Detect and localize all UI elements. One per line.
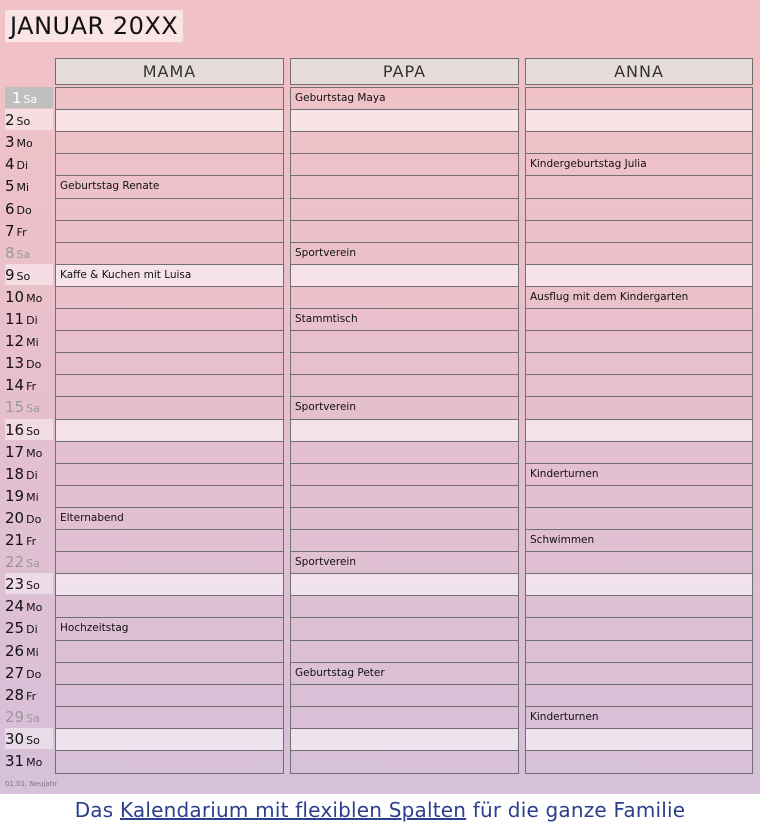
day-row xyxy=(0,175,760,197)
weekday-abbr: So xyxy=(26,579,40,593)
calendar-cell[interactable] xyxy=(55,595,284,618)
calendar-cell[interactable] xyxy=(290,595,519,618)
day-label xyxy=(5,551,53,572)
weekday-abbr: Fr xyxy=(26,380,37,394)
calendar-cell[interactable] xyxy=(55,640,284,663)
calendar-cell[interactable] xyxy=(290,374,519,397)
day-label xyxy=(5,109,53,130)
weekday-abbr: Fr xyxy=(26,535,37,548)
calendar-cell[interactable] xyxy=(290,286,519,309)
calendar-cell[interactable] xyxy=(525,198,753,221)
day-number: 2 xyxy=(5,111,15,130)
calendar-cell[interactable] xyxy=(525,684,753,707)
calendar-cell[interactable] xyxy=(525,220,753,243)
day-number: 31 xyxy=(5,752,25,770)
day-number: 17 xyxy=(5,442,25,461)
calendar-cell[interactable] xyxy=(525,242,753,265)
weekday-abbr: Do xyxy=(26,512,42,526)
day-row xyxy=(0,286,760,308)
day-row xyxy=(0,728,760,750)
weekday-abbr: Fr xyxy=(16,225,27,239)
day-number: 24 xyxy=(5,597,25,616)
day-row xyxy=(0,220,760,242)
weekday-abbr: Di xyxy=(26,314,38,327)
calendar-cell[interactable] xyxy=(55,264,284,287)
day-row xyxy=(0,264,760,286)
column-header-papa: PAPA xyxy=(290,58,519,85)
calendar-cell[interactable] xyxy=(525,109,753,132)
calendar-cell[interactable] xyxy=(55,706,284,729)
calendar-cell[interactable] xyxy=(525,595,753,618)
calendar-cell[interactable] xyxy=(525,286,753,309)
calendar-cell[interactable] xyxy=(290,175,519,198)
caption xyxy=(0,798,760,822)
calendar-cell[interactable] xyxy=(525,396,753,419)
weekday-abbr: Di xyxy=(16,159,29,173)
calendar-cell[interactable] xyxy=(525,419,753,442)
calendar-cell[interactable] xyxy=(290,750,519,773)
column-bottom-line xyxy=(55,773,284,774)
calendar-cell[interactable] xyxy=(290,684,519,707)
event-entry: Stammtisch xyxy=(295,313,358,325)
weekday-abbr: So xyxy=(26,733,40,747)
weekday-abbr: Mo xyxy=(26,756,43,769)
calendar-cell[interactable] xyxy=(525,374,753,397)
weekday-abbr: Mo xyxy=(26,601,43,615)
day-number: 20 xyxy=(5,508,25,527)
day-label xyxy=(5,396,53,417)
calendar-cell[interactable] xyxy=(55,87,284,110)
column-bottom-line xyxy=(290,773,519,774)
calendar-cell[interactable] xyxy=(290,131,519,154)
calendar-cell[interactable] xyxy=(290,706,519,729)
weekday-abbr: Do xyxy=(16,203,32,217)
day-row xyxy=(0,595,760,617)
weekday-abbr: Sa xyxy=(26,402,40,416)
day-number: 14 xyxy=(5,376,25,395)
holiday-note: 01.01. Neujahr xyxy=(5,780,58,788)
calendar-cell[interactable] xyxy=(55,529,284,552)
calendar-cell[interactable] xyxy=(290,396,519,419)
calendar-cell[interactable] xyxy=(55,728,284,751)
calendar-cell[interactable] xyxy=(525,617,753,640)
calendar-cell[interactable] xyxy=(55,419,284,442)
weekday-abbr: Mo xyxy=(26,446,43,460)
calendar-cell[interactable] xyxy=(55,308,284,331)
calendar-cell[interactable] xyxy=(525,330,753,353)
day-label xyxy=(5,419,53,440)
calendar-cell[interactable] xyxy=(525,573,753,596)
day-label xyxy=(5,374,53,395)
calendar-cell[interactable] xyxy=(525,551,753,574)
event-entry: Sportverein xyxy=(295,401,356,414)
day-label xyxy=(5,198,53,219)
day-number: 22 xyxy=(5,553,25,572)
weekday-abbr: Sa xyxy=(26,557,40,571)
day-row xyxy=(0,198,760,220)
weekday-abbr: Mi xyxy=(26,645,39,659)
calendar-cell[interactable] xyxy=(55,617,284,640)
day-number: 26 xyxy=(5,641,25,660)
day-label xyxy=(5,87,53,108)
calendar-cell[interactable] xyxy=(525,441,753,464)
day-label xyxy=(5,728,53,749)
day-label xyxy=(5,286,53,307)
calendar-cell[interactable] xyxy=(55,485,284,508)
day-label xyxy=(5,175,53,196)
calendar-cell[interactable] xyxy=(290,529,519,552)
day-label xyxy=(5,706,53,727)
calendar-cell[interactable] xyxy=(525,750,753,773)
column-header-mama: MAMA xyxy=(55,58,284,85)
calendar-cell[interactable] xyxy=(525,706,753,729)
day-label xyxy=(5,595,53,616)
caption-part: Das xyxy=(74,798,120,822)
event-entry: Kinderturnen xyxy=(530,467,599,480)
weekday-abbr: Di xyxy=(26,468,38,482)
calendar-cell[interactable] xyxy=(55,662,284,685)
calendar-cell[interactable] xyxy=(55,441,284,464)
day-number: 9 xyxy=(5,265,15,284)
day-number: 10 xyxy=(5,287,25,306)
day-label xyxy=(5,485,53,506)
calendar-cell[interactable] xyxy=(55,463,284,486)
day-number: 8 xyxy=(5,243,15,262)
day-number: 21 xyxy=(5,531,25,549)
calendar-cell[interactable] xyxy=(55,286,284,309)
weekday-abbr: Do xyxy=(26,358,42,372)
day-row xyxy=(0,640,760,662)
day-number: 11 xyxy=(5,310,25,328)
day-label xyxy=(5,220,53,241)
day-label xyxy=(5,463,53,484)
day-label xyxy=(5,640,53,661)
calendar-cell[interactable] xyxy=(55,684,284,707)
event-entry: Geburtstag Renate xyxy=(60,180,160,193)
day-row xyxy=(0,551,760,573)
day-row xyxy=(0,529,760,551)
calendar-cell[interactable] xyxy=(525,463,753,486)
event-entry: Kaffe & Kuchen mit Luisa xyxy=(60,268,192,281)
calendar-cell[interactable] xyxy=(290,551,519,574)
calendar-cell[interactable] xyxy=(55,109,284,132)
event-entry: Sportverein xyxy=(295,556,356,569)
calendar-cell[interactable] xyxy=(55,242,284,265)
day-row xyxy=(0,441,760,463)
day-row xyxy=(0,87,760,109)
day-row xyxy=(0,131,760,153)
weekday-abbr: Mi xyxy=(26,490,39,504)
day-label xyxy=(5,308,53,329)
day-row xyxy=(0,662,760,684)
caption-highlight: Kalendarium mit flexiblen Spalten xyxy=(119,798,467,822)
calendar-cell[interactable] xyxy=(525,507,753,530)
day-number: 29 xyxy=(5,707,25,726)
calendar-cell[interactable] xyxy=(525,529,753,552)
day-number: 19 xyxy=(5,486,25,505)
calendar-cell[interactable] xyxy=(55,131,284,154)
day-label xyxy=(5,617,53,638)
weekday-abbr: Do xyxy=(26,667,42,681)
month-title: JANUAR 20XX xyxy=(5,10,183,42)
calendar-cell[interactable] xyxy=(55,175,284,198)
calendar-cell[interactable] xyxy=(55,153,284,176)
day-row xyxy=(0,242,760,264)
calendar-cell[interactable] xyxy=(525,640,753,663)
day-label xyxy=(5,242,53,263)
weekday-abbr: Fr xyxy=(26,689,37,703)
calendar-cell[interactable] xyxy=(290,153,519,176)
day-row xyxy=(0,109,760,131)
calendar-cell[interactable] xyxy=(290,640,519,663)
calendar-cell[interactable] xyxy=(55,573,284,596)
day-label xyxy=(5,507,53,528)
day-row xyxy=(0,419,760,441)
column-bottom-line xyxy=(525,773,753,774)
event-entry: Schwimmen xyxy=(530,534,595,546)
calendar-cell[interactable] xyxy=(290,87,519,110)
calendar-cell[interactable] xyxy=(55,396,284,419)
day-row xyxy=(0,684,760,706)
calendar-cell[interactable] xyxy=(525,485,753,508)
day-label xyxy=(5,684,53,705)
calendar-cell[interactable] xyxy=(290,109,519,132)
calendar-cell[interactable] xyxy=(525,264,753,287)
day-row xyxy=(0,330,760,352)
day-label xyxy=(5,330,53,351)
event-entry: Geburtstag Maya xyxy=(295,92,386,104)
calendar-cell[interactable] xyxy=(525,728,753,751)
caption-part: für die ganze Familie xyxy=(466,798,686,822)
day-row xyxy=(0,617,760,639)
weekday-abbr: Mo xyxy=(26,291,43,305)
day-label xyxy=(5,441,53,462)
calendar-cell[interactable] xyxy=(525,175,753,198)
calendar-cell[interactable] xyxy=(290,264,519,287)
weekday-abbr: Mi xyxy=(16,181,30,195)
day-number: 1 xyxy=(12,89,22,107)
event-entry: Ausflug mit dem Kindergarten xyxy=(530,290,689,303)
day-row xyxy=(0,374,760,396)
day-number: 4 xyxy=(5,155,15,174)
day-label xyxy=(5,131,53,152)
day-row xyxy=(0,485,760,507)
calendar-cell[interactable] xyxy=(55,374,284,397)
day-number: 23 xyxy=(5,575,25,594)
calendar-cell[interactable] xyxy=(525,308,753,331)
calendar-cell[interactable] xyxy=(55,507,284,530)
calendar-cell[interactable] xyxy=(290,242,519,265)
weekday-abbr: Mi xyxy=(26,336,39,350)
calendar-cell[interactable] xyxy=(525,87,753,110)
calendar-cell[interactable] xyxy=(290,220,519,243)
day-number: 13 xyxy=(5,354,25,373)
day-label xyxy=(5,264,53,285)
day-number: 27 xyxy=(5,663,25,682)
day-row xyxy=(0,153,760,175)
calendar-cell[interactable] xyxy=(525,153,753,176)
calendar-cell[interactable] xyxy=(290,352,519,375)
calendar-cell[interactable] xyxy=(55,352,284,375)
day-label xyxy=(5,573,53,594)
event-entry: Kinderturnen xyxy=(530,710,599,723)
day-label xyxy=(5,352,53,373)
event-entry: Kindergeburtstag Julia xyxy=(530,158,647,171)
calendar-cell[interactable] xyxy=(290,330,519,353)
event-entry: Elternabend xyxy=(60,511,124,524)
calendar-cell[interactable] xyxy=(290,662,519,685)
weekday-abbr: So xyxy=(16,269,31,283)
day-row xyxy=(0,352,760,374)
calendar-cell[interactable] xyxy=(55,330,284,353)
day-row xyxy=(0,396,760,418)
day-row xyxy=(0,463,760,485)
calendar-cell[interactable] xyxy=(290,573,519,596)
calendar-cell[interactable] xyxy=(290,419,519,442)
weekday-abbr: Sa xyxy=(23,93,38,106)
calendar-cell[interactable] xyxy=(525,662,753,685)
event-entry: Sportverein xyxy=(295,246,356,259)
calendar-cell[interactable] xyxy=(55,198,284,221)
day-row xyxy=(0,706,760,728)
weekday-abbr: Sa xyxy=(16,247,31,261)
calendar-cell[interactable] xyxy=(55,750,284,773)
day-label xyxy=(5,153,53,174)
day-number: 12 xyxy=(5,332,25,351)
day-number: 7 xyxy=(5,221,15,240)
day-row xyxy=(0,308,760,330)
calendar-cell[interactable] xyxy=(290,308,519,331)
day-number: 30 xyxy=(5,729,25,748)
calendar-cell[interactable] xyxy=(525,131,753,154)
day-number: 25 xyxy=(5,619,25,638)
weekday-abbr: So xyxy=(26,424,40,438)
calendar-cell[interactable] xyxy=(290,507,519,530)
calendar-cell[interactable] xyxy=(290,728,519,751)
day-label xyxy=(5,750,53,771)
day-number: 18 xyxy=(5,464,25,483)
column-header-anna: ANNA xyxy=(525,58,753,85)
event-entry: Hochzeitstag xyxy=(60,622,129,635)
calendar-cell[interactable] xyxy=(290,198,519,221)
day-number: 16 xyxy=(5,420,25,439)
day-label xyxy=(5,529,53,550)
calendar-cell[interactable] xyxy=(525,352,753,375)
day-label xyxy=(5,662,53,683)
calendar-cell[interactable] xyxy=(290,485,519,508)
calendar-cell[interactable] xyxy=(290,617,519,640)
weekday-abbr: Di xyxy=(26,623,38,637)
day-number: 28 xyxy=(5,685,25,704)
calendar-cell[interactable] xyxy=(55,220,284,243)
calendar-cell[interactable] xyxy=(55,551,284,574)
day-number: 3 xyxy=(5,133,15,152)
weekday-abbr: Sa xyxy=(26,711,40,725)
day-row xyxy=(0,573,760,595)
event-entry: Geburtstag Peter xyxy=(295,666,385,679)
day-row xyxy=(0,750,760,772)
day-number: 15 xyxy=(5,398,25,417)
day-row xyxy=(0,507,760,529)
weekday-abbr: Mo xyxy=(16,137,33,151)
day-number: 6 xyxy=(5,199,15,218)
calendar-cell[interactable] xyxy=(290,441,519,464)
weekday-abbr: So xyxy=(16,115,31,129)
day-number: 5 xyxy=(5,177,15,196)
calendar-cell[interactable] xyxy=(290,463,519,486)
